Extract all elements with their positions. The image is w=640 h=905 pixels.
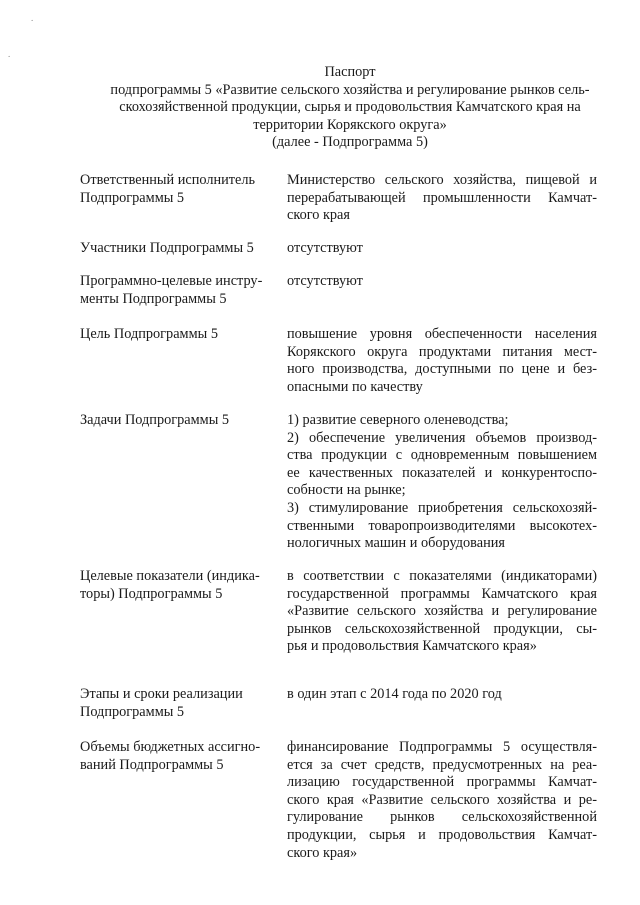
row-label: Ответственный исполнитель Подпрограммы 5 [80, 172, 256, 206]
row-label: Объемы бюджетных ассигно- ваний Подпрограммы 5 [80, 739, 261, 773]
row-value: отсутствуют [287, 240, 363, 256]
margin-mark: . [31, 13, 34, 23]
row-label: Программно-целевые инстру- менты Подпрограммы 5 [80, 273, 263, 307]
row-label: Цель Подпрограммы 5 [80, 326, 218, 342]
row-value: в один этап с 2014 года по 2020 год [287, 686, 502, 702]
subprogram-title-line: территории Корякского округа» [253, 116, 447, 133]
row-value: в соответствии с показателями (индикаторами) государственной программы Камчатского края «Развитие сельского хозяйства и регулирование рынков сельскохозяйственной продукции, сы- рья и продовольствия Камчатского края» [287, 568, 597, 655]
row-value: Министерство сельского хозяйства, пищевой и перерабатывающей промышленности Камчат- ского края [287, 172, 597, 224]
passport-title: Паспорт [324, 64, 376, 80]
row-label: Задачи Подпрограммы 5 [80, 412, 230, 428]
row-value: финансирование Подпрограммы 5 осуществля- ется за счет средств, предусмотренных на реа- лизацию государственной программы Камчат- ского края «Развитие сельского хозяйства и ре- гулирование рынков сельскохозяйственной продукции, сырья и продовольствия Камчат- ского края» [287, 739, 597, 861]
row-value: отсутствуют [287, 273, 363, 289]
row-value: повышение уровня обеспеченности населения Корякского округа продуктами питания мест- ного производства, доступными по цене и без- опасными по качеству [287, 326, 597, 395]
row-value: 1) развитие северного оленеводства; 2) обеспечение увеличения объемов производ- ства продукции с одновременным повышением ее качественных показателей и конкурентоспо- собности на рынке; 3) стимулирование приобретения сельскохозяй- ственными товаропроизводителями высокотех- нологичных машин и оборудования [287, 412, 597, 552]
subprogram-title-line: скохозяйственной продукции, сырья и продовольствия Камчатского края на [119, 99, 581, 116]
subprogram-abbreviation: (далее - Подпрограмма 5) [272, 134, 428, 151]
subprogram-title-line: подпрограммы 5 «Развитие сельского хозяйства и регулирование рынков сель- [110, 81, 590, 98]
passport-header [60, 64, 640, 152]
margin-mark: . [8, 49, 11, 59]
row-label: Участники Подпрограммы 5 [80, 240, 254, 256]
row-label: Целевые показатели (индика- торы) Подпрограммы 5 [80, 568, 260, 602]
row-label: Этапы и сроки реализации Подпрограммы 5 [80, 686, 243, 720]
